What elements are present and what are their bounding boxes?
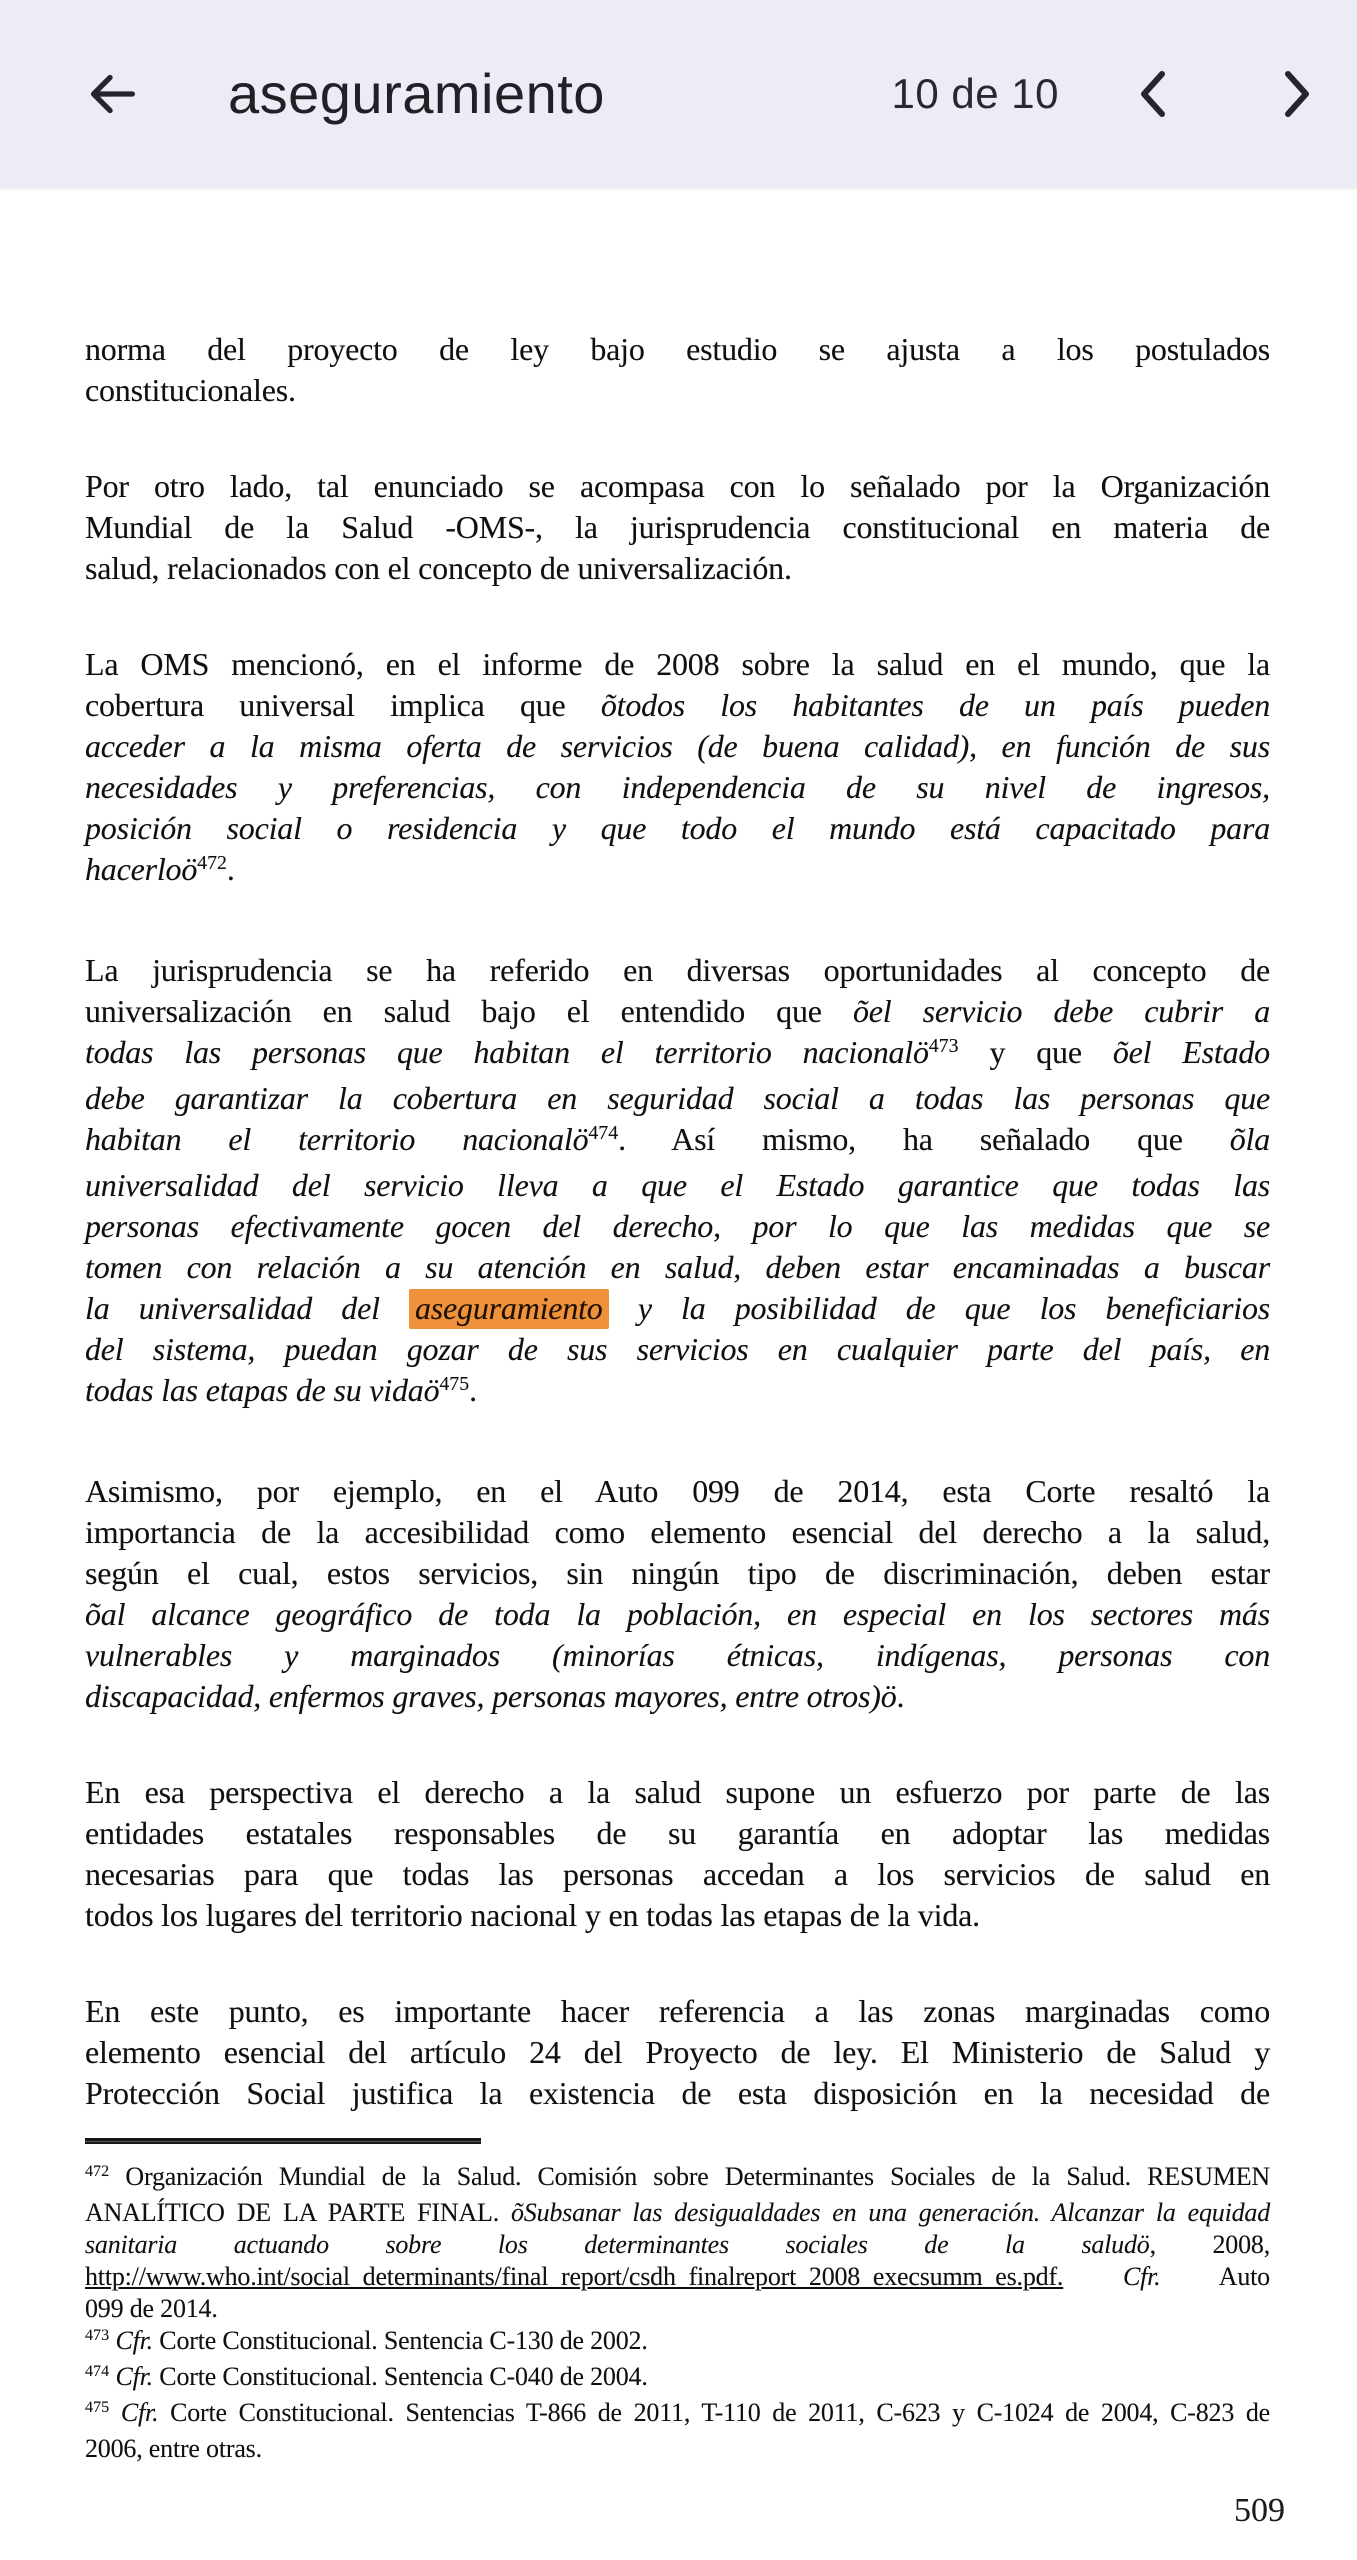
text-line <box>85 1895 1270 1936</box>
text-segment: la universalidad del <box>85 1290 409 1326</box>
search-term-title: aseguramiento <box>228 62 605 125</box>
text-line <box>85 849 1270 895</box>
search-match-highlight: aseguramiento <box>409 1289 609 1329</box>
paragraph <box>85 950 1270 1416</box>
text-line <box>85 1553 1270 1594</box>
text-segment: debe garantizar la cobertura en seguridad social a todas las personas que <box>85 1080 1270 1116</box>
text-segment: acceder a la misma oferta de servicios (de buena calidad), en función de sus <box>85 728 1270 764</box>
text-line <box>85 767 1270 808</box>
footnote-line <box>85 2197 1270 2229</box>
text-line <box>85 1512 1270 1553</box>
text-line <box>85 950 1270 991</box>
back-button[interactable] <box>76 59 146 129</box>
paragraph <box>85 329 1270 411</box>
footnote-line <box>85 2361 1270 2397</box>
text-segment: Auto <box>1160 2262 1270 2291</box>
footnote-line <box>85 2261 1270 2293</box>
text-segment: elemento esencial del artículo 24 del Proyecto de ley. El Ministerio de Salud y <box>85 2034 1270 2070</box>
page-number: 509 <box>1234 2492 1285 2529</box>
paragraph <box>85 1991 1270 2114</box>
text-segment: Corte Constitucional. Sentencia C-130 de 2002. <box>153 2326 648 2355</box>
text-segment: õtodos los habitantes de un país pueden <box>600 687 1270 723</box>
paragraph <box>85 466 1270 589</box>
text-line <box>85 991 1270 1032</box>
text-segment: . <box>896 1678 905 1714</box>
footnote-reference: 473 <box>85 2327 110 2345</box>
text-segment: todas las personas que habitan el territorio nacionalö <box>85 1034 929 1070</box>
text-segment: y que <box>958 1034 1113 1070</box>
next-match-button[interactable] <box>1263 59 1329 129</box>
chevron-right-icon <box>1274 63 1318 125</box>
text-line <box>85 1165 1270 1206</box>
text-segment: tomen con relación a su atención en salud, deben estar encaminadas a buscar <box>85 1249 1270 1285</box>
paragraph <box>85 1772 1270 1936</box>
text-segment: 2006, entre otras. <box>85 2434 262 2463</box>
chevron-left-icon <box>1132 63 1176 125</box>
text-line <box>85 466 1270 507</box>
text-line <box>85 370 1270 411</box>
text-segment: habitan el territorio nacionalö <box>85 1121 589 1157</box>
text-line <box>85 1206 1270 1247</box>
footnote-reference: 475 <box>439 1373 470 1396</box>
match-counter: 10 de 10 <box>891 69 1059 117</box>
text-line <box>85 1772 1270 1813</box>
text-segment: cobertura universal implica que <box>85 687 601 723</box>
footnote-reference: 474 <box>85 2363 110 2381</box>
footnotes-block <box>85 2161 1270 2465</box>
text-segment: todos los lugares del territorio nacional y en todas las etapas de la vida. <box>85 1897 980 1933</box>
text-segment: necesidades y preferencias, con independencia de su nivel de ingresos, <box>85 769 1270 805</box>
text-segment: y la posibilidad de que los beneficiarios <box>608 1290 1270 1326</box>
text-segment <box>1063 2262 1123 2291</box>
text-segment: vulnerables y marginados (minorías étnicas, indígenas, personas con <box>85 1637 1270 1673</box>
text-segment: õal alcance geográfico de toda la población, en especial en los sectores más <box>85 1596 1270 1632</box>
text-segment: La jurisprudencia se ha referido en diversas oportunidades al concepto de <box>85 952 1270 988</box>
text-line <box>85 1813 1270 1854</box>
text-line <box>85 1594 1270 1635</box>
text-line <box>85 1471 1270 1512</box>
text-line <box>85 548 1270 589</box>
text-segment: sanitaria actuando sobre los determinantes sociales de la saludö <box>85 2230 1150 2259</box>
text-segment: universalidad del servicio lleva a que el Estado garantice que todas las <box>85 1167 1270 1203</box>
text-segment: En este punto, es importante hacer referencia a las zonas marginadas como <box>85 1993 1270 2029</box>
text-segment: 099 de 2014. <box>85 2294 218 2323</box>
text-line <box>85 808 1270 849</box>
text-segment: . <box>469 1372 477 1408</box>
text-segment: õla <box>1229 1121 1270 1157</box>
text-segment: discapacidad, enfermos graves, personas mayores, entre otros)ö <box>85 1678 897 1714</box>
text-line <box>85 1247 1270 1288</box>
text-line <box>85 1635 1270 1676</box>
text-line <box>85 1288 1270 1329</box>
text-segment: necesarias para que todas las personas accedan a los servicios de salud en <box>85 1856 1270 1892</box>
text-segment: . Así mismo, ha señalado que <box>618 1121 1230 1157</box>
text-segment <box>109 2398 121 2427</box>
text-segment: Corte Constitucional. Sentencia C-040 de 2004. <box>153 2362 648 2391</box>
footnote-line <box>85 2293 1270 2325</box>
text-segment: universalización en salud bajo el entendido que <box>85 993 853 1029</box>
previous-match-button[interactable] <box>1121 59 1187 129</box>
text-segment: Organización Mundial de la Salud. Comisión sobre Determinantes Sociales de la Salud. RESUMEN <box>109 2162 1270 2191</box>
text-segment: Mundial de la Salud -OMS-, la jurisprudencia constitucional en materia de <box>85 509 1270 545</box>
text-segment: norma del proyecto de ley bajo estudio se ajusta a los postulados <box>85 331 1270 367</box>
document-body-text <box>85 329 1270 2114</box>
text-segment: según el cual, estos servicios, sin ningún tipo de discriminación, deben estar <box>85 1555 1270 1591</box>
text-segment: õSubsanar las desigualdades en una generación. Alcanzar la equidad <box>510 2198 1270 2227</box>
search-header <box>0 0 1357 187</box>
text-line <box>85 2073 1270 2114</box>
text-segment: Por otro lado, tal enunciado se acompasa con lo señalado por la Organización <box>85 468 1270 504</box>
text-line <box>85 1370 1270 1416</box>
text-segment: ANALÍTICO DE LA PARTE FINAL. <box>85 2198 511 2227</box>
footnote-reference: 472 <box>85 2163 110 2181</box>
text-line <box>85 1676 1270 1717</box>
text-segment: Corte Constitucional. Sentencias T-866 de 2011, T-110 de 2011, C-623 y C-1024 de 2004, C-823 de <box>158 2398 1270 2427</box>
footnote-line <box>85 2325 1270 2361</box>
text-line <box>85 1078 1270 1119</box>
footnote-reference: 474 <box>588 1122 619 1145</box>
text-segment: posición social o residencia y que todo el mundo está capacitado para <box>85 810 1270 846</box>
text-line <box>85 1854 1270 1895</box>
footnote-reference: 475 <box>85 2399 110 2417</box>
footnote-line <box>85 2161 1270 2197</box>
footnote-line <box>85 2397 1270 2433</box>
footnote-reference: 473 <box>928 1035 959 1058</box>
text-segment: constitucionales. <box>85 372 296 408</box>
text-line <box>85 644 1270 685</box>
paragraph <box>85 644 1270 895</box>
text-segment: En esa perspectiva el derecho a la salud supone un esfuerzo por parte de las <box>85 1774 1270 1810</box>
text-segment: õel servicio debe cubrir a <box>852 993 1270 1029</box>
text-segment: Cfr. <box>115 2326 153 2355</box>
text-segment: salud, relacionados con el concepto de universalización. <box>85 550 792 586</box>
text-segment: http://www.who.int/social_determinants/final_report/csdh_finalreport_2008_execsumm_es.pdf. <box>85 2262 1064 2291</box>
text-line <box>85 1329 1270 1370</box>
text-segment: , 2008, <box>1149 2230 1270 2259</box>
text-segment: hacerloö <box>85 851 198 887</box>
text-line <box>85 1119 1270 1165</box>
footnote-line <box>85 2433 1270 2465</box>
footnote-reference: 472 <box>197 852 227 875</box>
text-segment: entidades estatales responsables de su garantía en adoptar las medidas <box>85 1815 1270 1851</box>
text-line <box>85 726 1270 767</box>
text-segment: . <box>226 851 235 887</box>
text-segment: Protección Social justifica la existencia de esta disposición en la necesidad de <box>85 2075 1270 2111</box>
text-line <box>85 507 1270 548</box>
text-line <box>85 685 1270 726</box>
text-segment: Cfr. <box>115 2362 153 2391</box>
paragraph <box>85 1471 1270 1717</box>
text-segment: Cfr. <box>1122 2262 1161 2291</box>
footnote-separator <box>85 2138 481 2144</box>
text-line <box>85 2032 1270 2073</box>
text-segment: del sistema, puedan gozar de sus servicios en cualquier parte del país, en <box>85 1331 1270 1367</box>
text-segment: õel Estado <box>1112 1034 1270 1070</box>
text-segment: Cfr. <box>120 2398 159 2427</box>
text-segment: personas efectivamente gocen del derecho, por lo que las medidas que se <box>85 1208 1270 1244</box>
text-segment: La OMS mencionó, en el informe de 2008 sobre la salud en el mundo, que la <box>85 646 1270 682</box>
arrow-left-icon <box>80 63 142 125</box>
text-line <box>85 1032 1270 1078</box>
text-line <box>85 1991 1270 2032</box>
footnote-line <box>85 2229 1270 2261</box>
text-segment: todas las etapas de su vidaö <box>85 1372 440 1408</box>
text-segment: importancia de la accesibilidad como elemento esencial del derecho a la salud, <box>85 1514 1270 1550</box>
text-line <box>85 329 1270 370</box>
text-segment: Asimismo, por ejemplo, en el Auto 099 de 2014, esta Corte resaltó la <box>85 1473 1270 1509</box>
